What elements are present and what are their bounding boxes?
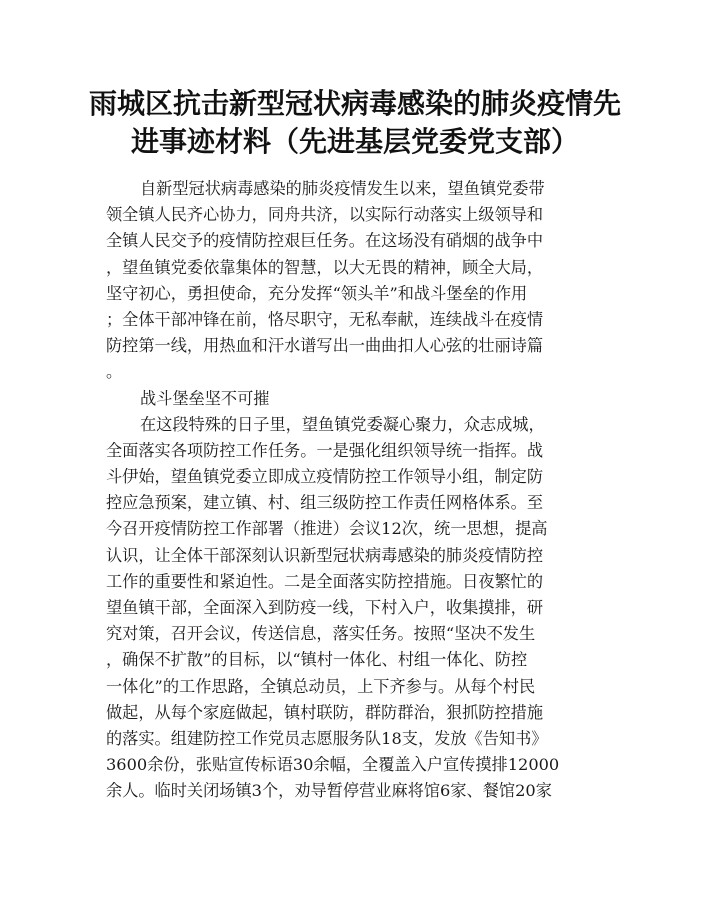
- document-title: [80, 85, 630, 161]
- text-line: 全面落实各项防控工作任务。一是强化组织领导统一指挥。战: [106, 440, 544, 460]
- text-line: 认识，让全体干部深刻认识新型冠状病毒感染的肺炎疫情防控: [106, 545, 544, 565]
- text-line: 的落实。组建防控工作党员志愿服务队18支，发放《告知书》: [106, 728, 548, 748]
- section-heading: 战斗堡垒坚不可摧: [140, 388, 270, 408]
- paragraph-intro: [106, 176, 606, 386]
- text-line: ；全体干部冲锋在前，恪尽职守，无私奉献，连续战斗在疫情: [106, 309, 544, 329]
- text-line: 3600余份，张贴宣传标语30余幅，全覆盖入户宣传摸排12000: [106, 755, 560, 775]
- title-line: 雨城区抗击新型冠状病毒感染的肺炎疫情先: [88, 87, 621, 120]
- text-line: ，确保不扩散”的目标，以“镇村一体化、村组一体化、防控: [106, 650, 528, 670]
- text-line: 工作的重要性和紧迫性。二是全面落实防控措施。日夜繁忙的: [106, 571, 544, 591]
- text-line: 余人。临时关闭场镇3个，劝导暂停营业麻将馆6家、餐馆20家: [106, 781, 552, 801]
- text-line: 今召开疫情防控工作部署（推进）会议12次，统一思想，提高: [106, 519, 548, 539]
- text-line: 坚守初心，勇担使命，充分发挥“领头羊”和战斗堡垒的作用: [106, 283, 528, 303]
- text-line: 防控第一线，用热血和汗水谱写出一曲曲扣人心弦的壮丽诗篇: [106, 336, 544, 356]
- text-line: 一体化”的工作思路，全镇总动员，上下齐参与。从每个村民: [106, 676, 536, 696]
- text-line: 望鱼镇干部，全面深入到防疫一线，下村入户，收集摸排，研: [106, 598, 544, 617]
- document-body: [106, 176, 606, 805]
- text-line: 在这段特殊的日子里，望鱼镇党委凝心聚力，众志成城，: [140, 414, 545, 434]
- title-line: 进事迹材料（先进基层党委党支部）: [130, 125, 579, 158]
- text-line: 斗伊始，望鱼镇党委立即成立疫情防控工作领导小组，制定防: [106, 467, 544, 487]
- text-line: 领全镇人民齐心协力，同舟共济，以实际行动落实上级领导和: [106, 205, 544, 225]
- paragraph-fortress: [106, 412, 606, 805]
- text-line: ，望鱼镇党委依靠集体的智慧，以大无畏的精神，顾全大局，: [106, 257, 544, 277]
- text-line: 全镇人民交予的疫情防控艰巨任务。在这场没有硝烟的战争中: [106, 231, 544, 251]
- text-line: 自新型冠状病毒感染的肺炎疫情发生以来，望鱼镇党委带: [140, 179, 545, 198]
- text-line: 。: [106, 362, 123, 382]
- text-line: 究对策，召开会议，传送信息，落实任务。按照“坚决不发生: [106, 624, 536, 644]
- text-line: 做起，从每个家庭做起，镇村联防，群防群治，狠抓防控措施: [106, 702, 544, 722]
- text-line: 控应急预案，建立镇、村、组三级防控工作责任网格体系。至: [106, 493, 544, 513]
